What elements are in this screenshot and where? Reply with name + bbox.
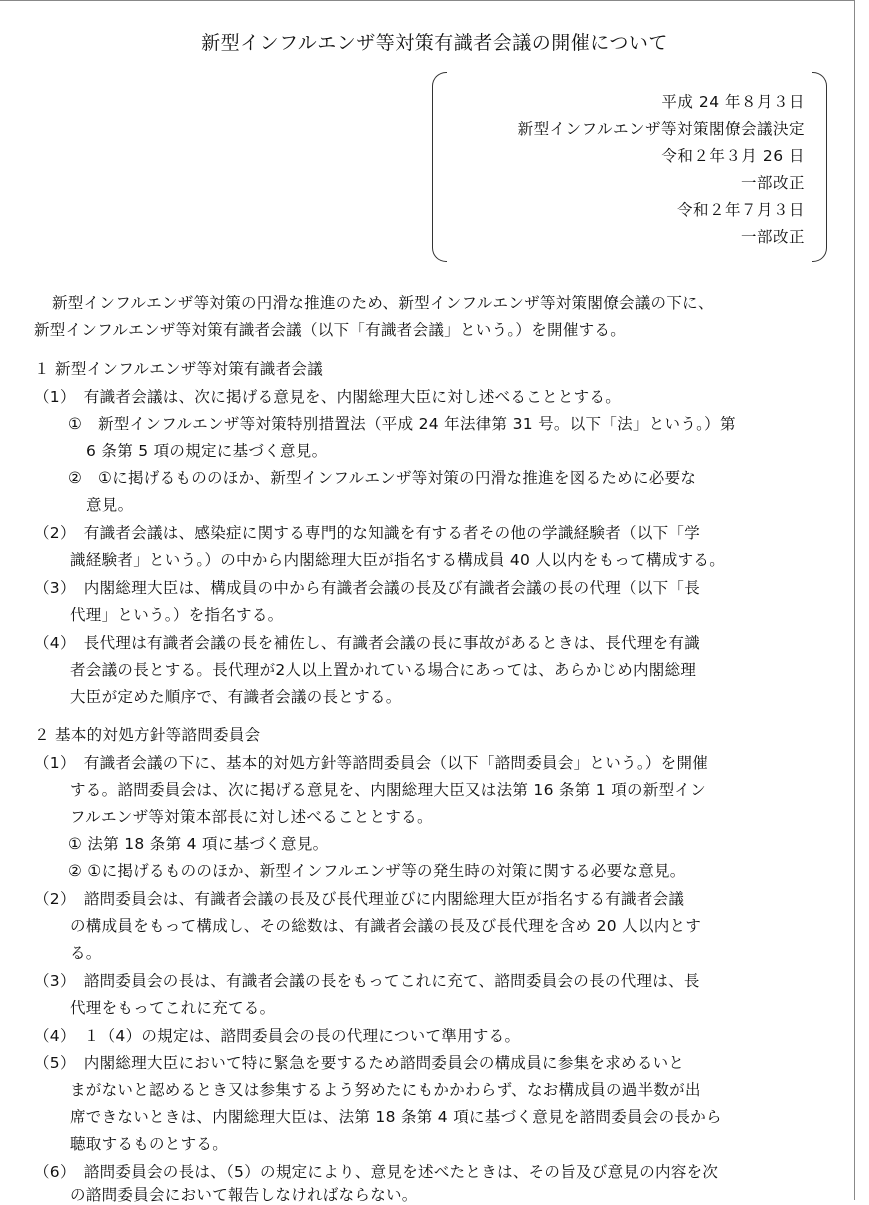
clause-line: 識経験者」という。）の中から内閣総理大臣が指名する構成員 40 人以内をもって構成する。 xyxy=(70,551,726,569)
decision-line: 平成 24 年８月３日 xyxy=(661,93,805,111)
clause-line: （3） 内閣総理大臣は、構成員の中から有識者会議の長及び有識者会議の長の代理（以下「長 xyxy=(34,579,701,597)
intro-line: 新型インフルエンザ等対策有識者会議（以下「有識者会議」という。）を開催する。 xyxy=(34,321,627,339)
clause-line: 席できないときは、内閣総理大臣は、法第 18 条第 4 項に基づく意見を諮問委員会の長から xyxy=(70,1108,722,1126)
clause-line: ① 新型インフルエンザ等対策特別措置法（平成 24 年法律第 31 号。以下「法」という。）第 xyxy=(68,415,736,433)
intro-line: 新型インフルエンザ等対策の円滑な推進のため、新型インフルエンザ等対策閣僚会議の下に、 xyxy=(52,294,714,312)
clause-line: ② ①に掲げるもののほか、新型インフルエンザ等対策の円滑な推進を図るために必要な xyxy=(68,469,697,487)
clause-line: 大臣が定めた順序で、有識者会議の長とする。 xyxy=(70,688,402,706)
decision-record-block xyxy=(432,72,827,262)
decision-line: 令和２年７月３日 xyxy=(676,201,805,219)
clause-line: の構成員をもって構成し、その総数は、有識者会議の長及び長代理を含め 20 人以内とす xyxy=(70,917,702,935)
clause-line: 6 条第 5 項の規定に基づく意見。 xyxy=(86,442,328,460)
decision-line: 新型インフルエンザ等対策閣僚会議決定 xyxy=(517,120,805,138)
clause-line: （4） 長代理は有識者会議の長を補佐し、有識者会議の長に事故があるときは、長代理を有識 xyxy=(34,634,701,652)
clause-line: （2） 諮問委員会は、有識者会議の長及び長代理並びに内閣総理大臣が指名する有識者会議 xyxy=(34,890,685,908)
clause-line: 者会議の長とする。長代理が2人以上置かれている場合にあっては、あらかじめ内閣総理 xyxy=(70,661,697,679)
clause-line: る。 xyxy=(70,944,102,962)
clause-line: 代理をもってこれに充てる。 xyxy=(70,999,276,1017)
section-heading: １ 新型インフルエンザ等対策有識者会議 xyxy=(34,360,324,378)
right-bracket xyxy=(812,72,827,262)
decision-line: 一部改正 xyxy=(740,174,805,192)
section-heading: ２ 基本的対処方針等諮問委員会 xyxy=(34,726,261,744)
clause-line: まがないと認めるとき又は参集するよう努めたにもかかわらず、なお構成員の過半数が出 xyxy=(70,1081,701,1099)
clause-line: 意見。 xyxy=(86,496,134,514)
clause-line: の諮問委員会において報告しなければならない。 xyxy=(70,1186,418,1204)
right-border xyxy=(854,0,855,1200)
top-border xyxy=(0,0,854,1)
left-bracket xyxy=(432,72,447,262)
clause-line: する。諮問委員会は、次に掲げる意見を、内閣総理大臣又は法第 16 条第 1 項の新型イン xyxy=(70,781,706,799)
clause-line: フルエンザ等対策本部長に対し述べることとする。 xyxy=(70,808,433,826)
decision-line: 令和２年３月 26 日 xyxy=(661,147,805,165)
clause-line: （3） 諮問委員会の長は、有識者会議の長をもってこれに充て、諮問委員会の長の代理は、長 xyxy=(34,972,700,990)
clause-line: 聴取するものとする。 xyxy=(70,1135,229,1153)
clause-line: （1） 有識者会議の下に、基本的対処方針等諮問委員会（以下「諮問委員会」という。）を開催 xyxy=(34,754,709,772)
clause-line: （5） 内閣総理大臣において特に緊急を要するため諮問委員会の構成員に参集を求めるいと xyxy=(34,1054,685,1072)
clause-line: 代理」という。）を指名する。 xyxy=(70,606,284,624)
clause-line: （6） 諮問委員会の長は、（5）の規定により、意見を述べたときは、その旨及び意見の内容を次 xyxy=(34,1163,719,1181)
clause-line: ① 法第 18 条第 4 項に基づく意見。 xyxy=(68,835,329,853)
clause-line: （4） １（4）の規定は、諮問委員会の長の代理について準用する。 xyxy=(34,1027,521,1045)
clause-line: ② ①に掲げるもののほか、新型インフルエンザ等の発生時の対策に関する必要な意見。 xyxy=(68,862,686,880)
clause-line: （2） 有識者会議は、感染症に関する専門的な知識を有する者その他の学識経験者（以下「学 xyxy=(34,524,701,542)
page-title: 新型インフルエンザ等対策有識者会議の開催について xyxy=(201,32,668,54)
decision-line: 一部改正 xyxy=(740,228,805,246)
clause-line: （1） 有識者会議は、次に掲げる意見を、内閣総理大臣に対し述べることとする。 xyxy=(34,388,622,406)
